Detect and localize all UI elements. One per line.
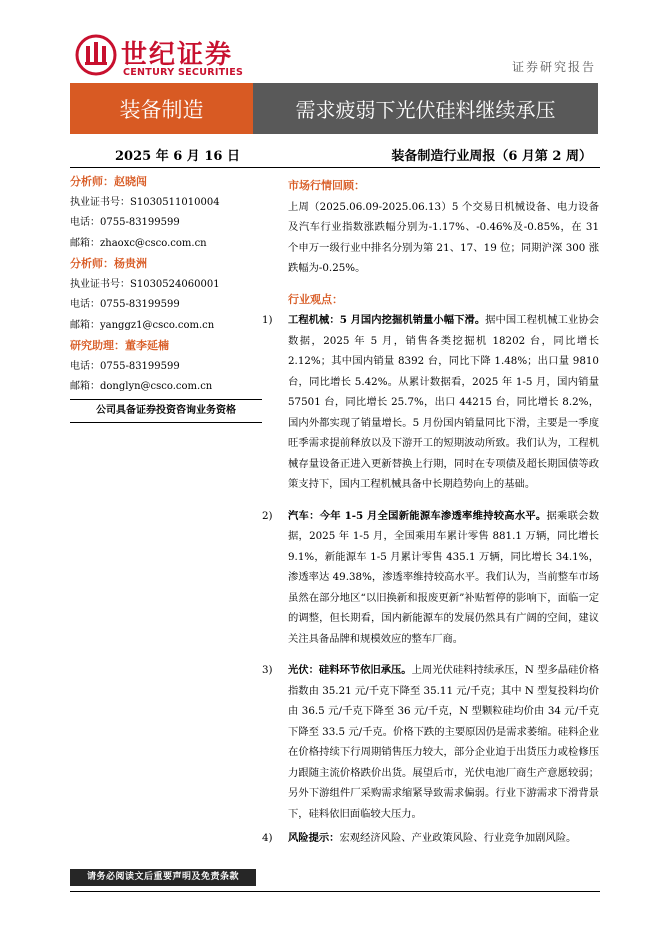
analyst-name: 分析师：赵晓闯 [70, 175, 147, 188]
view-item-text: 上周光伏硅料持续承压，N 型多晶硅价格指数由 35.21 元/千克下降至 35.11 元/千克；其中 N 型复投料均价由 36.5 元/千克下降至 36 元/千克，N 型颗粒硅均价由 34 元/千克下降至 33.5 元/千克。价格下跌的主要原因仍是需求萎缩。硅料企业在价格持续下行周期销售压力较大，部分企业迫于出货压力或检修压力跟随主流价格跌价出货。展望后市，光伏电池厂商生产意愿较弱；另外下游组件厂采购需求缩紧导致需求偏弱。行业下游需求下滑背景下，硅料依旧面临较大压力。 [288, 664, 599, 820]
analyst-email[interactable]: 邮箱：zhaoxc@csco.com.cn [70, 237, 207, 249]
view-item-lead: 汽车：今年 1-5 月全国新能源车渗透率维持较高水平。 [288, 509, 547, 522]
view-item-lead: 工程机械：5 月国内挖掘机销量小幅下滑。 [288, 314, 486, 326]
view-item-text: 宏观经济风险、产业政策风险、行业竞争加剧风险。 [339, 832, 577, 844]
analyst-email[interactable]: 邮箱：yanggz1@csco.com.cn [70, 319, 215, 331]
analyst-name: 分析师：杨贵洲 [70, 257, 147, 270]
view-item-text: 据中国工程机械工业协会数据，2025 年 5 月，销售各类挖掘机 18202 台，同比增长 2.12%；其中国内销量 8392 台，同比下降 1.48%；出口量 9810 台，同比增长 5.42%。从累计数据看，2025 年 1-5 月，国内销量 57501 台，同比增长 25.7%，出口 44215 台，同比增长 8.2%，国内外都实现了销量增长。5 月份国内销量同比下滑，主要是一季度旺季需求提前释放以及下游开工的短期波动所致。我们认为，工程机械存量设备正进入更新替换上行期，同时在专项债及超长期国债等政策支持下，国内工程机械具备中长期趋势向上的基础。 [288, 314, 600, 490]
view-item-number: 3) [262, 664, 273, 676]
century-securities-logo-icon [75, 34, 117, 76]
qualification-statement: 公司具备证券投资咨询业务资格 [96, 404, 236, 416]
analyst-sidebar [70, 172, 262, 424]
analyst-cert: 执业证书号：S1030524060001 [70, 278, 220, 290]
analyst-phone: 电话：0755-83199599 [70, 299, 180, 310]
analyst-phone: 电话：0755-83199599 [70, 217, 180, 228]
logo-english-name: CENTURY SECURITIES [123, 67, 244, 78]
assistant-email[interactable]: 邮箱：donglyn@csco.com.cn [70, 381, 213, 392]
market-review-heading: 市场行情回顾： [288, 179, 365, 192]
analyst-cert: 执业证书号：S1030511010004 [70, 196, 220, 208]
view-item [262, 310, 600, 495]
report-series: 装备制造行业周报（6 月第 2 周） [391, 149, 592, 164]
view-item [262, 506, 599, 650]
assistant-phone: 电话：0755-83199599 [70, 360, 180, 372]
assistant-name: 研究助理：董李延楠 [70, 339, 169, 352]
view-item-number: 4) [262, 832, 273, 844]
company-logo [75, 34, 255, 84]
logo-chinese-name: 世纪证券 [121, 40, 234, 70]
footer-divider [70, 891, 600, 892]
header-divider [70, 167, 600, 168]
report-date: 2025 年 6 月 16 日 [115, 149, 240, 164]
industry-views-heading: 行业观点： [288, 292, 343, 306]
report-body [262, 176, 600, 849]
view-item [262, 828, 599, 849]
industry-label: 装备制造 [70, 83, 253, 134]
view-item-text: 据乘联会数据，2025 年 1-5 月，全国乘用车累计零售 881.1 万辆，同比增长 9.1%，新能源车 1-5 月累计零售 435.1 万辆，同比增长 34.1%，渗透率达 49.38%，渗透率维持较高水平。我们认为，当前整车市场虽然在部分地区“以旧换新和报废更新”补贴暂停的影响下，面临一定的调整，但长期看，国内新能源车的发展仍然具有广阔的空间，建议关注具备品牌和规模效应的整车厂商。 [288, 509, 599, 645]
view-item-number: 1) [262, 314, 273, 326]
market-review-text: 上周（2025.06.09-2025.06.13）5 个交易日机械设备、电力设备及汽车行业指数涨跌幅分别为-1.17%、-0.46%及-0.85%，在 31 个申万一级行业中排名分别为第 21、17、19 位；同期沪深 300 涨跌幅为-0.25%。 [288, 200, 599, 274]
sidebar-divider [70, 399, 262, 400]
disclaimer-notice: 请务必阅读文后重要声明及免责条款 [70, 869, 256, 886]
report-type: 证券研究报告 [511, 60, 596, 74]
report-title: 需求疲弱下光伏硅料继续承压 [253, 83, 598, 134]
view-item-lead: 光伏：硅料环节依旧承压。 [288, 664, 412, 676]
view-item [262, 660, 599, 824]
view-item-number: 2) [262, 509, 273, 522]
sidebar-divider [70, 422, 262, 423]
view-item-lead: 风险提示： [288, 832, 340, 844]
